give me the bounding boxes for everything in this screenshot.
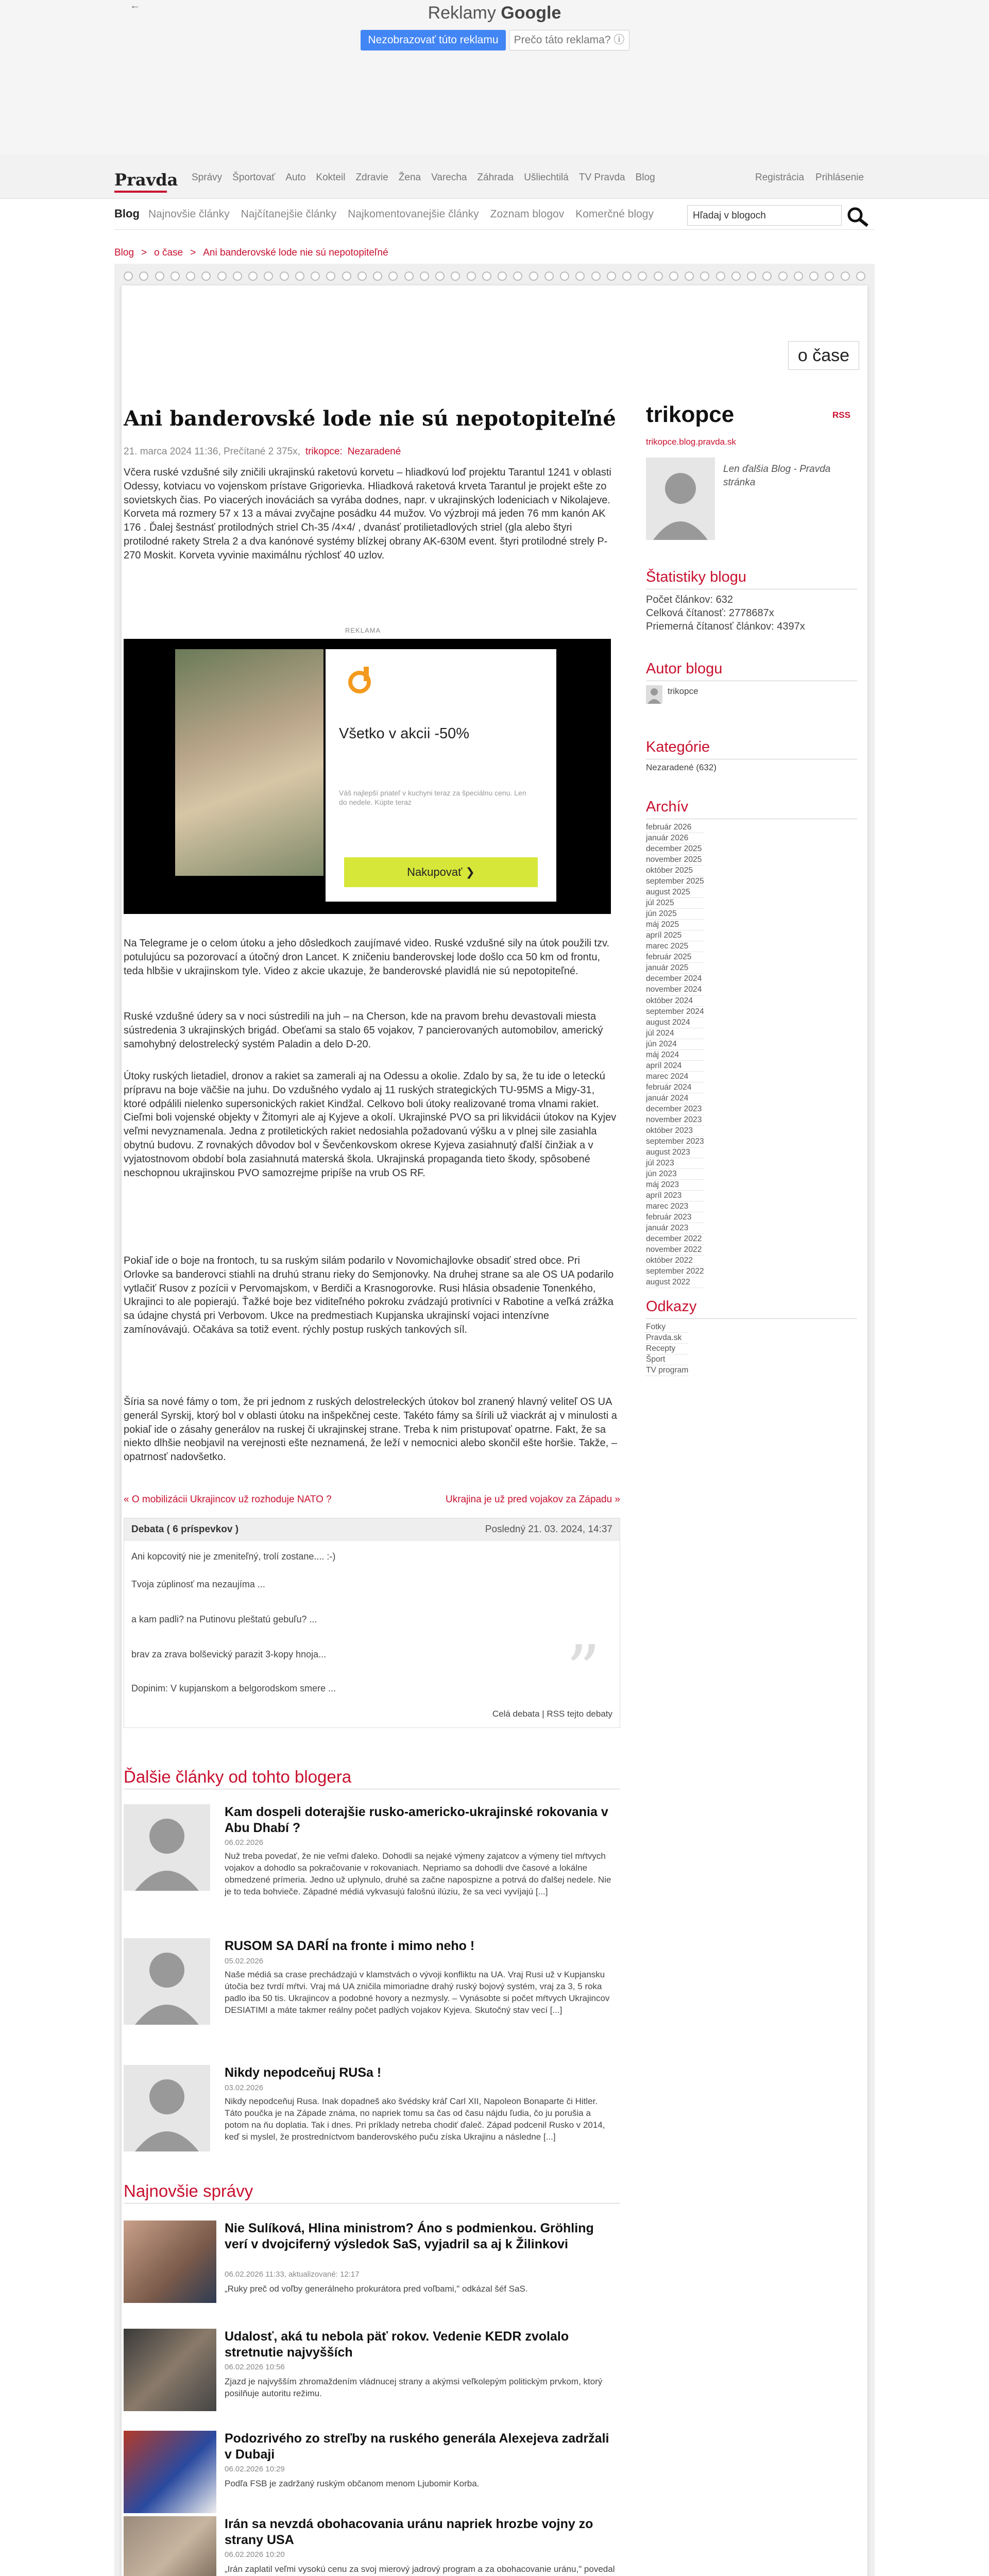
news-headline[interactable]: Udalosť, aká tu nebola päť rokov. Vedenie KEDR zvolalo stretnutie najvyšších — [225, 2329, 569, 2360]
stat-total-reads: Celková čítanosť: 2778687x — [646, 607, 774, 619]
more-article-text: Nuž treba povedať, že nie veľmi ďaleko. Dohodli sa nejaké výmeny zajatcov a výmeny tiel mŕtvych vojakov a dohodlo sa pokračovanie v rokovaniach. Nepriamo sa dohodli dve časové a lokálne obmedzené prímeria. Jedno už uplynulo, druhé sa začne napospizne a potrvá do ďalšej nedele. Nie je to teda bohvieče. Západné médiá vykvasujú falošnú ilúziu, že sa veci vyvíjajú [...] — [225, 1851, 611, 1896]
more-article-title[interactable]: Nikdy nepodceňuj RUSa ! — [225, 2065, 382, 2080]
next-article-link[interactable]: Ukrajina je už pred vojakov za Západu » — [445, 1494, 620, 1505]
ring — [139, 272, 148, 281]
ring — [856, 272, 865, 281]
archive-item[interactable]: jún 2025 — [646, 909, 704, 920]
nav-item[interactable]: Zdravie — [355, 172, 388, 183]
login-link[interactable]: Prihlásenie — [815, 172, 864, 183]
ring — [498, 272, 507, 281]
stat-avg-reads: Priemerná čítanosť článkov: 4397x — [646, 621, 805, 632]
news-thumbnail[interactable] — [124, 2329, 216, 2411]
archive-item[interactable]: február 2025 — [646, 952, 704, 963]
archive-item[interactable]: máj 2024 — [646, 1050, 704, 1061]
archive-item[interactable]: jún 2024 — [646, 1039, 704, 1050]
more-article-text: Nikdy nepodceňuj Rusa. Inak dopadneš ako švédsky kráľ Carl XII, Napoleon Bonaparte či Hitler. Táto poučka je na Západe známa, no napriek tomu sa čas od času nájdu ľudia, čo ju porušia a potom na ňu doplatia. Tak i dnes. Pri príklady netreba chodiť ďaleč. Západ podcenil Rusko v 2014, keď si myslel, že prostredníctvom banderovského puču získa Ukrajinu a následne [...] — [225, 2096, 605, 2142]
ad-headline: Všetko v akcii -50% — [339, 725, 470, 742]
nav-item[interactable]: Žena — [398, 172, 421, 183]
ad-image[interactable] — [175, 649, 323, 876]
archive-item[interactable]: január 2026 — [646, 833, 704, 844]
news-text: Zjazd je najvyšším zhromaždením vládnucej strany a akýmsi veľkolepým politickým prvkom, ktorý posilňuje autoritu režimu. — [225, 2377, 603, 2398]
ring — [404, 272, 414, 281]
top-ad-banner — [0, 0, 989, 155]
ring — [186, 272, 195, 281]
article-paragraph: Na Telegrame je o celom útoku a jeho dôsledkoch zaujímavé video. Ruské vzdušné sily na útok použili tzv. potulujúcu sa pozorovací a útočný dron Lancet. K zničeniu banderovskej lode došlo cca 50 km od frontu, teda hlbšie v ukrajinskom tyle. Video z akcie ukazuje, že banderovské plavidlá nie sú nepotopiteľné. — [124, 938, 610, 977]
author-link[interactable]: trikopce: — [305, 446, 343, 457]
news-date: 06.02.2026 10:56 — [225, 2363, 285, 2371]
breadcrumb-item[interactable]: Blog — [114, 247, 134, 258]
archive-item[interactable]: október 2024 — [646, 996, 704, 1007]
blog-nav-label[interactable]: Blog — [114, 207, 140, 220]
ring — [217, 272, 227, 281]
archive-item[interactable]: november 2023 — [646, 1115, 704, 1126]
ring — [311, 272, 320, 281]
archive-item[interactable]: júl 2023 — [646, 1158, 704, 1169]
ring — [607, 272, 616, 281]
more-article-text: Naše médiá sa crase prechádzajú v klamstvách o vývoji konfliktu na UA. Vraj Rusi už v Kupjansku útočia bez tvrdí mŕtvi. Vraj má UA zničila mimoriadne drahý ruský bojový systém, vraj za 3, 5 roka padlo iba 50 tis. Ukrajincov a podobné hovory a nezmysly. – Vynásobte si počet mŕtvych Ukrajincov DESIATIMI a máte takmer reálny počet padlých vojakov Kyjeva. Skutočný stav vecí [...] — [225, 1970, 610, 2015]
ad-title: Reklamy Google — [428, 3, 561, 23]
news-date: 06.02.2026 11:33, aktualizované: 12:17 — [225, 2270, 360, 2279]
ring — [155, 272, 164, 281]
ring — [731, 272, 741, 281]
nav-item[interactable]: Blog — [635, 172, 655, 183]
category-link[interactable]: Nezaradené — [347, 446, 401, 457]
blogger-avatar — [646, 457, 715, 540]
brand-logo-icon — [346, 665, 377, 696]
author-avatar — [124, 1938, 210, 2025]
archive-item[interactable]: november 2022 — [646, 1245, 704, 1256]
archive-item[interactable]: február 2023 — [646, 1212, 704, 1223]
back-arrow-icon[interactable]: ← — [130, 0, 140, 11]
blog-description: Len ďalšia Blog - Pravda stránka — [723, 464, 831, 488]
blog-name: trikopce — [646, 402, 735, 427]
ring — [778, 272, 788, 281]
stats-title: Štatistiky blogu — [646, 569, 857, 589]
breadcrumb — [114, 247, 388, 259]
news-headline[interactable]: Nie Sulíková, Hlina ministrom? Áno s podmienkou. Gröhling verí v dvojciferný výsledok SaS, vyjadril sa aj k Žilinkovi — [225, 2221, 594, 2251]
debate-comment[interactable]: a kam padli? na Putinovu pleštatú gebuľu? ... — [131, 1614, 317, 1624]
author-name-link[interactable]: trikopce — [668, 686, 698, 696]
news-title: Najnovšie správy — [124, 2181, 620, 2204]
debate-comment[interactable]: Ani kopcovitý nie je zmeniteľný, trolí zostane.... :-) — [131, 1551, 336, 1562]
article-paragraph: Pokiaľ ide o boje na frontoch, tu sa ruským silám podarilo v Novomichajlovke obsadiť stred obce. Pri Orlovke sa banderovci stiahli na druhú stranu rieky do Semjonovky. Na druhej strane sa ale OS UA podarilo vytlačiť Rusov z pozícii v Pervomajskom, v Berdiči a Krasnogorovke. Rusi hlásia obsadenie Tonenkého, Ukrajinci to ale popierajú. Ťažké boje bez viditeľného pokroku zvádzajú protivníci v Rabotine a veľká zrážka sa údajne chystá pri Verbovom. Ukce na predmestiach Kupjanska ukrajinskí vojaci intenzívne zamínovávajú. Očakáva sa totiž event. rýchly postup ruských tankových síl. — [124, 1255, 614, 1335]
archive-item[interactable]: apríl 2023 — [646, 1191, 704, 1201]
news-headline[interactable]: Irán sa nevzdá obohacovania uránu napriek hrozbe vojny zo strany USA — [225, 2517, 593, 2547]
more-articles-title: Ďalšie články od tohto blogera — [124, 1767, 620, 1789]
ring — [809, 272, 819, 281]
debate-comment[interactable]: Dopinim: V kupjanskom a belgorodskom smere ... — [131, 1683, 336, 1693]
prev-article-link[interactable]: « O mobilizácii Ukrajincov už rozhoduje NATO ? — [124, 1494, 332, 1505]
more-article-date: 06.02.2026 — [225, 1838, 264, 1847]
ring — [685, 272, 694, 281]
ring — [467, 272, 476, 281]
archive-item[interactable]: december 2023 — [646, 1104, 704, 1115]
archive-item[interactable]: september 2025 — [646, 876, 704, 887]
breadcrumb-separator: > — [190, 247, 196, 258]
ring — [622, 272, 632, 281]
ring — [544, 272, 554, 281]
ring — [233, 272, 242, 281]
quote-icon: ” — [566, 1631, 601, 1709]
blog-nav-item[interactable]: Najčítanejšie články — [241, 208, 337, 220]
ad-label: REKLAMA — [345, 626, 381, 634]
ring — [124, 272, 133, 281]
archive-item[interactable]: apríl 2025 — [646, 930, 704, 941]
archive-item[interactable]: marec 2025 — [646, 941, 704, 952]
ad-subtext: Váš najlepší priateľ v kuchyni teraz za špeciálnu cenu. Len do nedele. Kúpte teraz — [339, 789, 526, 807]
debate-header: Debata ( 6 príspevkov ) Posledný 21. 03. 2024, 14:37 — [124, 1518, 620, 1541]
ring — [747, 272, 756, 281]
news-headline[interactable]: Podozrivého zo streľby na ruského generála Alexejeva zadržali v Dubaji — [225, 2431, 609, 2462]
archive-item[interactable]: august 2023 — [646, 1147, 704, 1158]
nav-item[interactable]: Záhrada — [477, 172, 514, 183]
blog-nav-item[interactable]: Zoznam blogov — [490, 208, 565, 220]
article-paragraph: Útoky ruských lietadiel, dronov a rakiet sa zamerali aj na Odessu a okolie. Zdalo by sa, že tu ide o leteckú prípravu na boje väčšie na juhu. Do vzdušného vydalo aj 11 ruských strategických TU-95MS a Migy-31, ktoré odpálili nielenko supersonických rakiet Kindžal. Celkovo boli útoky realizované troma vlnami rakiet. Cieľmi boli vojenské objekty v Žitomyri ale aj Kyjeve a okolí. Ukrajinské PVO sa pri likvidácii útokov na Kyjev veľmi nevyznamenala. Jedna z protiletických rakiet nedosiahla požadovanú výšku a v plnej sile zasiahla obytnú budovu. Z rovnakých dôvodov bol v Ševčenkovskom okrese Kyjeva zasiahnutý ďalší činžiak a v vyjatostnovom období bola zasiahnutá materská škola. Ukrajinská propaganda tieto škody, spôsobené neschopnou ukrajinskou PVO samozrejme pripíše na vrub OS RF. — [124, 1071, 617, 1179]
all-debate-link[interactable]: Celá debata — [492, 1709, 540, 1719]
news-thumbnail[interactable] — [124, 2221, 216, 2303]
notebook-rings — [124, 268, 865, 284]
archive-item[interactable]: september 2024 — [646, 1007, 704, 1018]
archive-item[interactable]: október 2023 — [646, 1126, 704, 1137]
news-date: 06.02.2026 10:29 — [225, 2465, 285, 2473]
ring — [575, 272, 585, 281]
ad-card[interactable] — [326, 649, 556, 902]
archive-list — [646, 822, 704, 1288]
blog-nav-item[interactable]: Najnovšie články — [148, 208, 230, 220]
archive-item[interactable]: október 2025 — [646, 866, 704, 876]
archive-item[interactable]: november 2025 — [646, 855, 704, 866]
ring — [762, 272, 772, 281]
article-date: 21. marca 2024 11:36, Prečítané 2 375x, — [124, 446, 300, 457]
archive-item[interactable]: máj 2023 — [646, 1180, 704, 1191]
blog-url-link[interactable]: trikopce.blog.pravda.sk — [646, 437, 736, 447]
sidebar-link[interactable]: Recepty — [646, 1344, 688, 1354]
nav-item[interactable]: Športovať — [232, 172, 276, 183]
author-avatar — [124, 1804, 210, 1891]
sidebar-link[interactable]: Pravda.sk — [646, 1333, 688, 1344]
sidebar-link[interactable]: TV program — [646, 1365, 688, 1376]
links-title: Odkazy — [646, 1298, 857, 1319]
archive-item[interactable]: august 2025 — [646, 887, 704, 898]
nav-item[interactable]: Auto — [285, 172, 306, 183]
stop-ad-button[interactable]: Nezobrazovať túto reklamu — [361, 30, 506, 50]
news-text: Podľa FSB je zadržaný ruským občanom menom Ljubomir Korba. — [225, 2479, 480, 2488]
debate-last: Posledný 21. 03. 2024, 14:37 — [485, 1524, 612, 1535]
archive-item[interactable]: september 2022 — [646, 1266, 704, 1277]
sidebar-link[interactable]: Šport — [646, 1354, 688, 1365]
nav-item[interactable]: Varecha — [431, 172, 467, 183]
ring — [357, 272, 367, 281]
category-item[interactable]: Nezaradené (632) — [646, 762, 717, 772]
ring — [529, 272, 538, 281]
search-icon[interactable] — [845, 205, 871, 228]
archive-item[interactable]: jún 2023 — [646, 1169, 704, 1180]
news-text: „Irán zaplatil veľmi vysokú cenu za svoj mierový jadrový program a za obohacovanie uránu," povedal — [225, 2564, 615, 2574]
article-paragraph: Ruské vzdušné údery sa v noci sústredili na juh – na Cherson, kde na pravom brehu devastovali miesta sústredenia 3 ukrajinských brigád. Obeťami sa stalo 65 vojakov, 7 pancierovaných automobilov, americký samohybný delostrelecký systém Paladin a delo D-20. — [124, 1011, 603, 1050]
archive-item[interactable]: marec 2023 — [646, 1201, 704, 1212]
archive-item[interactable]: január 2025 — [646, 963, 704, 974]
archive-item[interactable]: máj 2025 — [646, 920, 704, 930]
archive-item[interactable]: október 2022 — [646, 1256, 704, 1266]
more-article-title[interactable]: RUSOM SA DARÍ na fronte i mimo neho ! — [225, 1939, 475, 1953]
ring — [482, 272, 491, 281]
ring — [700, 272, 709, 281]
ring — [560, 272, 569, 281]
breadcrumb-item[interactable]: o čase — [154, 247, 183, 258]
links-list — [646, 1322, 688, 1376]
ring — [170, 272, 180, 281]
ring — [591, 272, 601, 281]
prev-next-nav — [124, 1494, 620, 1505]
ring — [295, 272, 304, 281]
pravda-logo[interactable]: Pravda — [114, 170, 178, 193]
news-thumbnail[interactable] — [124, 2431, 216, 2513]
debate-comment[interactable]: Tvoja zúplinosť ma nezaujíma ... — [131, 1579, 265, 1589]
category-badge[interactable]: o čase — [788, 341, 859, 370]
archive-item[interactable]: február 2026 — [646, 822, 704, 833]
main-nav — [192, 172, 655, 183]
nav-item[interactable]: Kokteil — [316, 172, 346, 183]
archive-item[interactable]: júl 2025 — [646, 898, 704, 909]
ring — [669, 272, 678, 281]
ad-cta-button[interactable]: Nakupovať ❯ — [344, 857, 538, 887]
archive-item[interactable]: február 2024 — [646, 1082, 704, 1093]
ring — [373, 272, 382, 281]
ring — [388, 272, 398, 281]
author-title: Autor blogu — [646, 660, 857, 681]
article-paragraph: Šíria sa nové fámy o tom, že pri jednom z ruských delostreleckých útokov bol zranený hlavný veliteľ OS UA generál Syrskij, ktorý bol v oblasti útoku na inšpekčnej ceste. Takéto fámy sa šírili už viackrát aj v minulosti a pokiaľ ide o zásahy generálov na ruskej či ukrajinskej strane. Treba k nim pristupovať opatrne. Fakt, že sa niekto dlhšie neobjavil na verejnosti ešte neznamená, že leží v nemocnici alebo skončil ešte horšie. Takže, – opatrnosť nadovšetko. — [124, 1396, 617, 1463]
nav-item[interactable]: Správy — [192, 172, 223, 183]
blog-search-input[interactable]: Hľadaj v blogoch — [687, 205, 842, 226]
archive-item[interactable]: apríl 2024 — [646, 1061, 704, 1072]
archive-item[interactable]: január 2024 — [646, 1093, 704, 1104]
debate-rss-link[interactable]: RSS tejto debaty — [547, 1709, 612, 1719]
archive-item[interactable]: september 2023 — [646, 1137, 704, 1147]
breadcrumb-current: Ani banderovské lode nie sú nepotopiteľné — [203, 247, 388, 258]
blog-nav-item[interactable]: Komerčné blogy — [575, 208, 654, 220]
article-title: Ani banderovské lode nie sú nepotopiteľné — [124, 406, 616, 431]
ring — [794, 272, 803, 281]
archive-item[interactable]: marec 2024 — [646, 1072, 704, 1082]
register-link[interactable]: Registrácia — [755, 172, 805, 183]
ring — [513, 272, 522, 281]
rss-link[interactable]: RSS — [832, 410, 850, 420]
stat-articles: Počet článkov: 632 — [646, 594, 733, 605]
ring — [435, 272, 445, 281]
account-links — [755, 172, 864, 183]
ring — [716, 272, 725, 281]
ring — [654, 272, 663, 281]
nav-item[interactable]: Ušliechtilá — [524, 172, 569, 183]
ring — [841, 272, 850, 281]
ring — [201, 272, 211, 281]
article-paragraph: Včera ruské vzdušné sily zničili ukrajinskú raketovú korvetu – hliadkovú loď projektu Tarantul 1241 v oblasti Odessy, kotviacu vo vojenskom prístave Grigorievka. Hliadková raketová krveta Tarantul je projekt ešte zo sovietskych čias. Po viacerých inováciách sa vyrába dodnes, napr. v ukrajinských lodeniciach v Nikolajeve. Korveta má rozmery 57 x 13 a mávai zvyčajne posádku 44 mužov. Vo výzbroji má jeden 76 mm kanón AK 176 . Ďalej šestnásť protilodných striel Ch-35 /4×4/ , dvanásť protilietadlových striel (gla alebo štyri protilodné rakety Strela 2 a dva kanónové systémy blízkej obrany AK-630M event. štyri protilodné strely P-270 Moskit. Korveta vyvinie maximálnu rýchlosť 40 uzlov. — [124, 467, 611, 561]
ring — [326, 272, 335, 281]
nav-item[interactable]: TV Pravda — [578, 172, 625, 183]
archive-item[interactable]: január 2023 — [646, 1223, 704, 1234]
article-meta — [124, 446, 634, 457]
debate-box — [124, 1518, 620, 1728]
more-article-title[interactable]: Kam dospeli doterajšie rusko-americko-ukrajinské rokovania v Abu Dhabí ? — [225, 1805, 608, 1835]
sidebar-link[interactable]: Fotky — [646, 1322, 688, 1333]
ring — [248, 272, 258, 281]
more-article-date: 05.02.2026 — [225, 1957, 264, 1965]
author-avatar-small — [646, 685, 662, 704]
news-date: 06.02.2026 10:20 — [225, 2550, 285, 2559]
archive-item[interactable]: august 2022 — [646, 1277, 704, 1288]
news-text: „Ruky preč od voľby generálneho prokurátora pred voľbami," odkázal šéf SaS. — [225, 2284, 528, 2294]
ring — [420, 272, 429, 281]
archive-item[interactable]: december 2022 — [646, 1234, 704, 1245]
more-article-date: 03.02.2026 — [225, 2083, 264, 2092]
ring — [451, 272, 460, 281]
archive-item[interactable]: november 2024 — [646, 985, 704, 995]
breadcrumb-separator: > — [141, 247, 147, 258]
blog-nav-item[interactable]: Najkomentovanejšie články — [348, 208, 479, 220]
ring — [825, 272, 834, 281]
debate-comment[interactable]: brav za zrava bolševický parazit 3-kopy hnoja... — [131, 1649, 327, 1659]
archive-item[interactable]: december 2024 — [646, 974, 704, 985]
archive-title: Archív — [646, 799, 857, 819]
debate-footer: Celá debata | RSS tejto debaty — [492, 1709, 612, 1719]
archive-item[interactable]: august 2024 — [646, 1018, 704, 1028]
categories-title: Kategórie — [646, 739, 857, 759]
archive-item[interactable]: december 2025 — [646, 844, 704, 855]
archive-item[interactable]: júl 2024 — [646, 1028, 704, 1039]
news-thumbnail[interactable] — [124, 2516, 216, 2576]
why-ad-button[interactable]: Prečo táto reklama? ⓘ — [509, 30, 629, 50]
author-avatar — [124, 2065, 210, 2151]
ring — [342, 272, 351, 281]
ring — [638, 272, 647, 281]
ring — [280, 272, 289, 281]
ring — [264, 272, 273, 281]
